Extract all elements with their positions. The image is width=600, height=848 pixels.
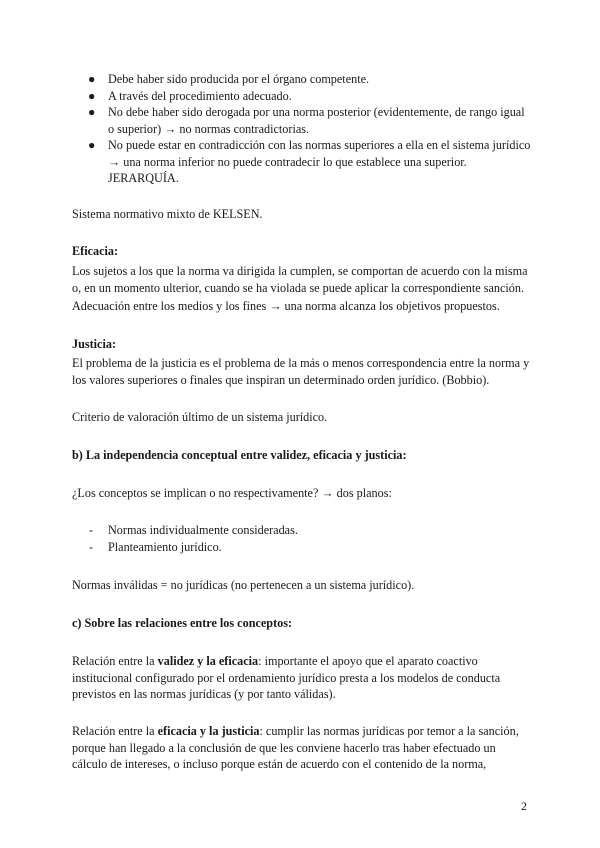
- justicia-heading: Justicia:: [72, 337, 117, 351]
- list-item: ● A través del procedimiento adecuado.: [88, 88, 292, 103]
- bullet-icon: ●: [88, 88, 96, 103]
- page-number: 2: [521, 799, 527, 813]
- justicia-criterio: Criterio de valoración último de un sistema jurídico.: [72, 410, 328, 424]
- dash-icon: -: [89, 523, 94, 537]
- section-b-question: ¿Los conceptos se implican o no respectivamente? → dos planos:: [72, 486, 392, 500]
- bullet-icon: ●: [88, 72, 96, 86]
- section-b-heading: b) La independencia conceptual entre validez, eficacia y justicia:: [72, 448, 407, 462]
- normas-invalidas: Normas inválidas = no jurídicas (no pertenecen a un sistema jurídico).: [72, 578, 415, 592]
- list-item: - Normas individualmente consideradas.: [89, 523, 298, 537]
- dash-icon: -: [89, 539, 94, 554]
- section-c-heading: c) Sobre las relaciones entre los conceptos:: [72, 616, 293, 630]
- kelsen-paragraph: Sistema normativo mixto de KELSEN.: [72, 207, 263, 221]
- list-item: - Planteamiento jurídico.: [89, 539, 222, 554]
- list-item: ● Debe haber sido producida por el órgano competente.: [88, 72, 370, 86]
- requirements-list: [72, 71, 532, 187]
- relacion-eficacia-justicia: Relación entre la eficacia y la justicia: cumplir las normas jurídicas por temor a la sanción, porque han llegado a la conclusión de que les conviene hacerlo tras haber efectuado un cálculo de intereses, o incluso porque están de acuerdo con el contenido de la norma,: [72, 724, 519, 771]
- eficacia-paragraph: Los sujetos a los que la norma va dirigida la cumplen, se comportan de acuerdo con la misma o, en un momento ulterior, cuando se ha violada se puede aplicar la correspondiente sanción.: [72, 264, 528, 295]
- relacion-validez-eficacia: Relación entre la validez y la eficacia: importante el apoyo que el aparato coactivo institucional configurado por el ordenamiento jurídico presta a los modelos de conducta previstos en las normas jurídicas (y por tanto válidas).: [72, 654, 501, 701]
- eficacia-adecuacion: Adecuación entre los medios y los fines → una norma alcanza los objetivos propuestos.: [72, 299, 500, 313]
- planes-list: [72, 522, 532, 555]
- list-item: ● No debe haber sido derogada por una norma posterior (evidentemente, de rango igual o superior) → no normas contradictorias.: [88, 105, 525, 136]
- eficacia-heading: Eficacia:: [72, 244, 119, 258]
- bullet-icon: ●: [88, 105, 96, 119]
- justicia-paragraph: El problema de la justicia es el problema de la más o menos correspondencia entre la norma y los valores superiores o finales que inspiran un determinado orden jurídico. (Bobbio).: [72, 356, 530, 387]
- bullet-icon: ●: [88, 138, 96, 152]
- list-item: ● No puede estar en contradicción con las normas superiores a ella en el sistema jurídico → una norma inferior no puede contradecir lo que establece una superior. JERARQUÍA.: [88, 138, 531, 185]
